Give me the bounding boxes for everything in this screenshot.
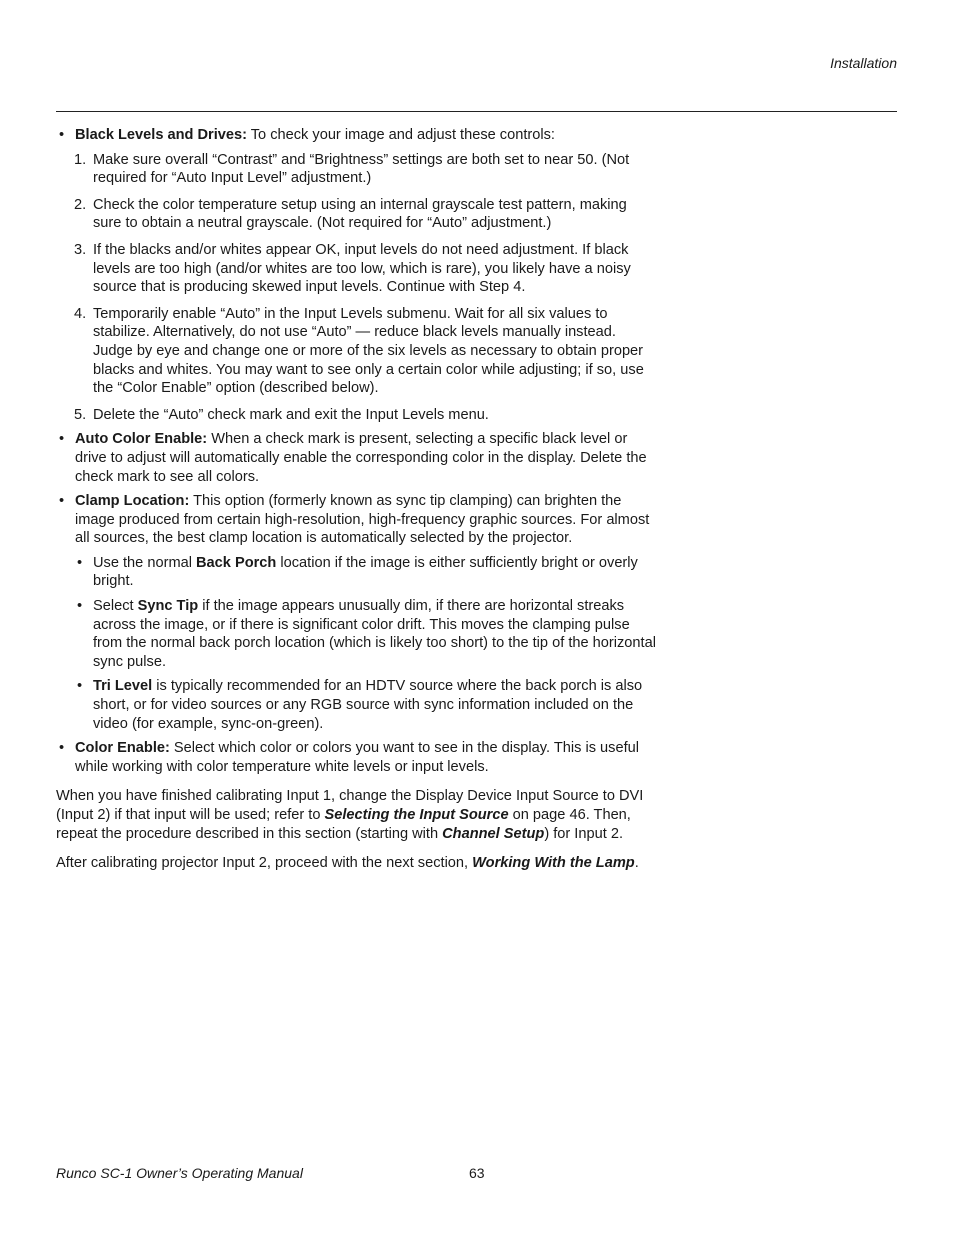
step-item: 5. Delete the “Auto” check mark and exit the Input Levels menu. [74,406,489,423]
paragraph-next-section: After calibrating projector Input 2, proceed with the next section, Working With the Lamp. [56,855,639,872]
clamp-sub-bullets [56,554,656,733]
sub-bullet-tri-level: • Tri Level is typically recommended for an HDTV source where the back porch is also short, or for video sources or any RGB source with sync information included on the video (for example, sync-on-green). [56,677,656,733]
bullet-clamp-location: • Clamp Location: This option (formerly known as sync tip clamping) can brighten the image produced from certain high-resolution, high-frequency graphic sources. For almost all sources, the best clamp location is automatically selected by the projector. [56,492,656,548]
footer-manual-title: Runco SC-1 Owner’s Operating Manual [56,1165,303,1181]
bullet-black-levels: • Black Levels and Drives: To check your image and adjust these controls: [56,126,656,145]
step-item: 1. Make sure overall “Contrast” and “Brightness” settings are both set to near 50. (Not required for “Auto Input Level” adjustment.) [74,151,630,187]
step-item: 3. If the blacks and/or whites appear OK, input levels do not need adjustment. If black levels are too high (and/or whites are too low, which is rare), you likely have a noisy source that is producing skewed input levels. Continue with Step 4. [74,241,631,296]
sub-bullet-sync-tip: • Select Sync Tip if the image appears unusually dim, if there are horizontal streaks across the image, or if there is significant color drift. This moves the clamping pulse from the normal back porch location (which is likely too short) to the tip of the horizontal sync pulse. [56,597,656,671]
step-item: 2. Check the color temperature setup using an internal grayscale test pattern, making sure to obtain a neutral grayscale. (Not required for “Auto” adjustment.) [74,196,627,232]
page-body [56,126,656,873]
sub-bullet-back-porch: • Use the normal Back Porch location if the image is either sufficiently bright or overly bright. [56,554,656,591]
bullet-label: Color Enable: [75,740,170,757]
numbered-steps [56,151,656,425]
cross-reference-working-with-lamp[interactable]: Working With the Lamp [472,855,635,872]
bullet-auto-color-enable: • Auto Color Enable: When a check mark is present, selecting a specific black level or drive to adjust will automatically enable the corresponding color in the display. Delete the check mark to see all colors. [56,430,656,486]
bullet-label: Black Levels and Drives: [75,127,247,143]
bullet-color-enable: • Color Enable: Select which color or colors you want to see in the display. This is useful while working with color temperature white levels or input levels. [56,739,656,776]
cross-reference-selecting-input-source[interactable]: Selecting the Input Source [324,807,509,823]
page-number: 63 [469,1165,485,1181]
paragraph-input-source: When you have finished calibrating Input 1, change the Display Device Input Source to DVI (Input 2) if that input will be used; refer to Selecting the Input Source on page 46. Then, repeat the procedure described in this section (starting with Channel Setup) for Input 2. [56,788,644,842]
bullet-label: Clamp Location: [75,493,190,510]
running-header: Installation [830,55,897,71]
header-rule [56,111,897,112]
bullet-label: Auto Color Enable: [75,431,208,448]
step-item: 4. Temporarily enable “Auto” in the Input Levels submenu. Wait for all six values to stabilize. Alternatively, do not use “Auto” — reduce black levels manually instead. Judge by eye and change one or more of the six levels as necessary to obtain proper blacks and whites. You may want to see only a certain color while adjusting; if so, use the “Color Enable” option (described below). [74,305,644,397]
cross-reference-channel-setup[interactable]: Channel Setup [442,825,545,842]
